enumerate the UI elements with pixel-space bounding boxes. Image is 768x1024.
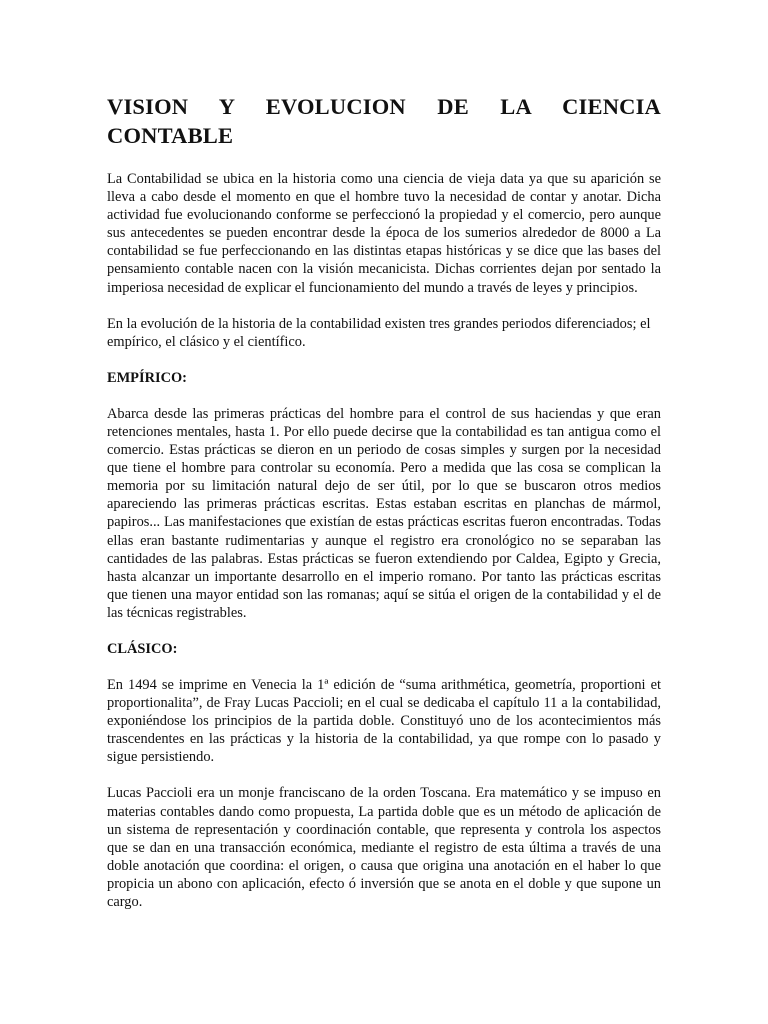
periods-paragraph: En la evolución de la historia de la contabilidad existen tres grandes periodos diferenciados; el empírico, el clásico y el científico. xyxy=(107,315,651,350)
document-page xyxy=(107,92,661,929)
empirico-paragraph: Abarca desde las primeras prácticas del hombre para el control de sus haciendas y que eran retenciones mentales, hasta 1. Por ello puede decirse que la contabilidad es tan antigua como el comercio. Estas prácticas se dieron en un periodo de cosas simples y surgen por la necesidad que tiene el hombre para controlar su economía. Pero a medida que las cosa se complican la memoria por su limitación natural dejo de ser útil, por lo que se buscaron otros medios apareciendo las primeras prácticas escritas. Estas estaban escritas en planchas de mármol, papiros... Las manifestaciones que existían de estas prácticas escritas fueron encontradas. Todas ellas eran bastante rudimentarias y aunque el registro era cronológico no se separaban las cantidades de las palabras. Estas prácticas se fueron extendiendo por Caldea, Egipto y Grecia, hasta alcanzar un importante desarrollo en el imperio romano. Por tanto las prácticas escritas que tienen una mayor entidad son las romanas; aquí se sitúa el origen de la contabilidad y el de las técnicas registrables. xyxy=(107,405,661,621)
clasico-paragraph-1: En 1494 se imprime en Venecia la 1ª edición de “suma arithmética, geometría, proportioni et proportionalita”, de Fray Lucas Paccioli; en el cual se dedicaba el capítulo 11 a la contabilidad, exponiéndose los principios de la partida doble. Constituyó uno de los acontecimientos más trascendentes en las prácticas y la historia de la contabilidad, ya que rompe con lo pasado y sigue persistiendo. xyxy=(107,676,661,766)
clasico-heading: CLÁSICO: xyxy=(107,640,178,657)
empirico-heading: EMPÍRICO: xyxy=(107,369,187,386)
document-title: VISION Y EVOLUCION DE LA CIENCIA CONTABLE xyxy=(107,94,661,148)
intro-paragraph: La Contabilidad se ubica en la historia como una ciencia de vieja data ya que su aparición se lleva a cabo desde el momento en que el hombre tuvo la necesidad de contar y anotar. Dicha actividad fue evolucionando conforme se perfeccionó la propiedad y el comercio, pero aunque sus antecedentes se pueden encontrar desde la época de los sumerios alrededor de 8000 a La contabilidad se fue perfeccionando en las distintas etapas históricas y se dice que las bases del pensamiento contable nacen con la visión mecanicista. Dichas corrientes dejan por sentado la imperiosa necesidad de explicar el funcionamiento del mundo a través de leyes y principios. xyxy=(107,171,661,296)
clasico-paragraph-2: Lucas Paccioli era un monje franciscano de la orden Toscana. Era matemático y se impuso en materias contables dando como propuesta, La partida doble que es un método de aplicación de un sistema de representación y coordinación contable, que representa y controla los aspectos que se dan en una transacción económica, mediante el registro de esta última a través de una doble anotación que coordina: el origen, o causa que origina una anotación en el haber lo que propicia un abono con aplicación, efecto ó inversión que se anota en el doble y que supone un cargo. xyxy=(107,785,661,910)
